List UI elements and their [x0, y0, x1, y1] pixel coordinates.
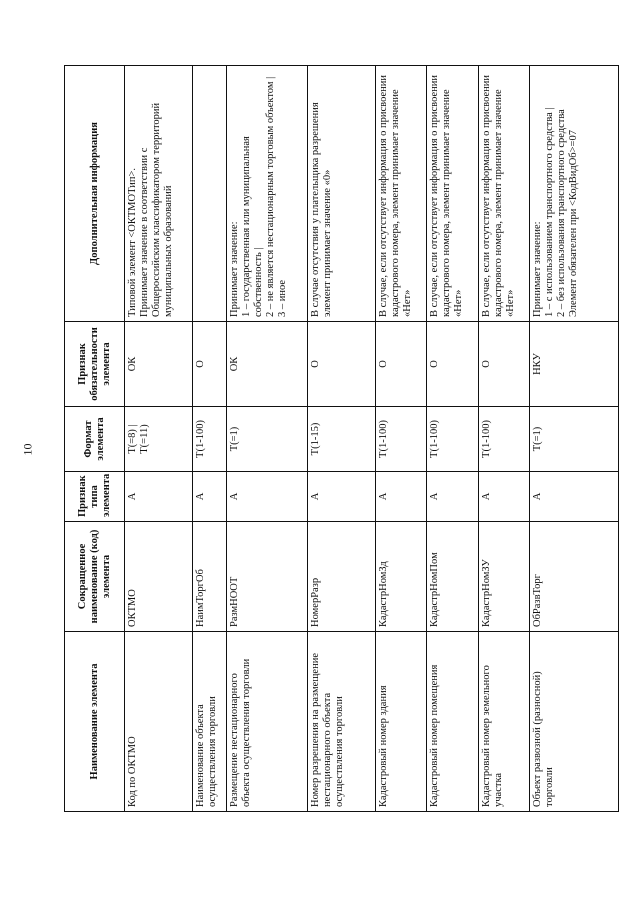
cell-element-required: О — [308, 322, 376, 407]
cell-element-format — [376, 407, 427, 472]
cell-element-code: КадастрНомЗд — [376, 522, 427, 632]
cell-additional-info — [308, 66, 376, 322]
info-line: Элемент обязателен при <КодВидОб>=07 — [568, 130, 580, 317]
cell-element-code: НаимТоргОб — [192, 522, 226, 632]
info-line: Принимает значение: — [228, 221, 240, 317]
info-line: В случае отсутствия у плательщика разрешения элемент принимает значение «0» — [310, 102, 334, 317]
cell-additional-info — [530, 66, 619, 322]
info-line: В случае, если отсутствует информация о присвоении кадастрового номера, элемент принимает значение «Нет» — [480, 75, 516, 317]
format-line: T(1-100) — [194, 420, 206, 458]
info-line: Принимает значение в соответствии с Общероссийским классификатором территорий муниципальных образований — [139, 102, 174, 317]
table-row — [376, 66, 427, 812]
rotated-table-container — [64, 66, 619, 812]
format-line: T(1-100) — [480, 420, 492, 458]
header-element-name: Наименование элемента — [65, 632, 125, 812]
table-row — [125, 66, 193, 812]
table-row — [308, 66, 376, 812]
format-line: T(1-100) — [378, 420, 390, 458]
info-line: 1 – с использованием транспортного средства | — [544, 107, 556, 317]
cell-element-name: Кадастровый номер земельного участка — [478, 632, 529, 812]
format-line: T(=11) — [139, 424, 150, 454]
cell-element-type: А — [530, 472, 619, 522]
cell-element-type: А — [192, 472, 226, 522]
header-element-type: Признак типа элемента — [65, 472, 125, 522]
page-number: 10 — [20, 443, 35, 456]
cell-element-required: О — [376, 322, 427, 407]
cell-element-required: О — [478, 322, 529, 407]
cell-element-required: ОК — [226, 322, 308, 407]
cell-element-type: А — [478, 472, 529, 522]
table-header-row — [65, 66, 125, 812]
table-row — [478, 66, 529, 812]
cell-element-format — [192, 407, 226, 472]
format-line: T(=8) | — [127, 424, 138, 454]
format-line: T(1-15) — [310, 422, 322, 456]
format-line: T(=1) — [532, 426, 544, 452]
cell-element-name: Размещение нестационарного объекта осуществления торговли — [226, 632, 308, 812]
cell-element-required: НКУ — [530, 322, 619, 407]
cell-element-name: Кадастровый номер здания — [376, 632, 427, 812]
elements-table — [64, 65, 619, 812]
cell-element-type: А — [308, 472, 376, 522]
table-row — [530, 66, 619, 812]
info-line: 2 – не является нестационарным торговым объектом | — [264, 76, 276, 317]
info-line: 2 – без использования транспортного средства — [556, 109, 568, 317]
format-line: T(=1) — [228, 426, 240, 452]
cell-element-type: А — [376, 472, 427, 522]
info-line: Принимает значение: — [532, 221, 544, 317]
cell-element-code: ОКТМО — [125, 522, 193, 632]
cell-element-code: КадастрНомЗУ — [478, 522, 529, 632]
cell-element-name: Объект развозной (разносной) торговли — [530, 632, 619, 812]
header-element-format: Формат элемента — [65, 407, 125, 472]
cell-additional-info — [427, 66, 478, 322]
info-line: В случае, если отсутствует информация о присвоении кадастрового номера, элемент принимает значение «Нет» — [378, 75, 414, 317]
cell-element-format — [308, 407, 376, 472]
cell-additional-info — [478, 66, 529, 322]
cell-element-format — [427, 407, 478, 472]
cell-element-format — [125, 407, 193, 472]
info-line: В случае, если отсутствует информация о присвоении кадастрового номера, элемент принимает значение «Нет» — [429, 75, 465, 317]
cell-element-type: А — [427, 472, 478, 522]
header-element-code: Сокращенное наименование (код) элемента — [65, 522, 125, 632]
cell-element-name: Номер разрешения на размещение нестационарного объекта осуществления торговли — [308, 632, 376, 812]
info-line: Типовой элемент <ОКТМОТип>. — [127, 167, 138, 317]
cell-element-required: ОК — [125, 322, 193, 407]
table-row — [427, 66, 478, 812]
cell-element-type: А — [125, 472, 193, 522]
cell-element-code: КадастрНомПом — [427, 522, 478, 632]
cell-additional-info — [192, 66, 226, 322]
cell-element-type: А — [226, 472, 308, 522]
info-line: 1 – государственная или муниципальная собственность | — [240, 136, 264, 317]
header-additional-info: Дополнительная информация — [65, 66, 125, 322]
cell-element-required: О — [192, 322, 226, 407]
cell-element-format — [478, 407, 529, 472]
cell-element-required: О — [427, 322, 478, 407]
cell-element-code: ОбРазвТорг — [530, 522, 619, 632]
cell-additional-info — [376, 66, 427, 322]
table-row — [192, 66, 226, 812]
cell-element-code: РазмНООТ — [226, 522, 308, 632]
cell-element-code: НомерРазр — [308, 522, 376, 632]
cell-element-format — [226, 407, 308, 472]
cell-element-name: Кадастровый номер помещения — [427, 632, 478, 812]
cell-element-format — [530, 407, 619, 472]
header-element-required: Признак обязательности элемента — [65, 322, 125, 407]
cell-additional-info — [125, 66, 193, 322]
cell-element-name: Наименование объекта осуществления торговли — [192, 632, 226, 812]
info-line: 3 – иное — [276, 279, 288, 317]
cell-element-name: Код по ОКТМО — [125, 632, 193, 812]
format-line: T(1-100) — [429, 420, 441, 458]
cell-additional-info — [226, 66, 308, 322]
table-row — [226, 66, 308, 812]
